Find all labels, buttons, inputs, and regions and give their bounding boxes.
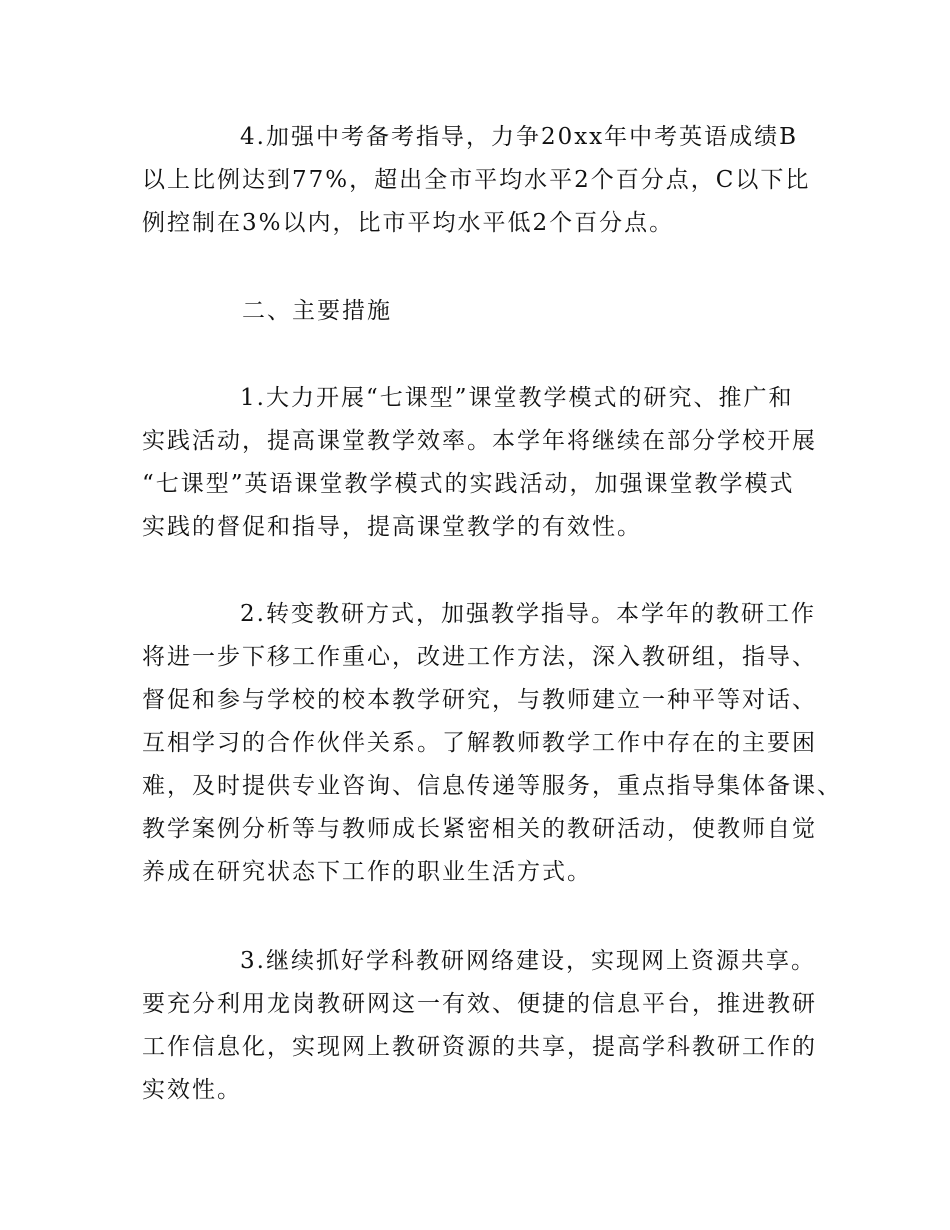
text-line: 例控制在3%以内，比市平均水平低2个百分点。: [142, 210, 675, 236]
text-line: 工作信息化，实现网上教研资源的共享，提高学科教研工作的: [142, 1034, 817, 1060]
text-line: 养成在研究状态下工作的职业生活方式。: [142, 859, 592, 885]
text-line: 实践活动，提高课堂教学效率。本学年将继续在部分学校开展: [142, 428, 817, 454]
text-line: 教学案例分析等与教师成长紧密相关的教研活动，使教师自觉: [142, 816, 817, 842]
text-line: 以上比例达到77%，超出全市平均水平2个百分点，C以下比: [142, 167, 811, 193]
text-line: 2.转变教研方式，加强教学指导。本学年的教研工作: [240, 601, 816, 627]
text-line: 实践的督促和指导，提高课堂教学的有效性。: [142, 514, 642, 540]
text-line: 1.大力开展“七课型”课堂教学模式的研究、推广和: [240, 385, 794, 411]
text-line: 互相学习的合作伙伴关系。了解教师教学工作中存在的主要困: [142, 730, 817, 756]
paragraph-measure-1: [142, 377, 832, 549]
text-line: 将进一步下移工作重心，改进工作方法，深入教研组，指导、: [142, 644, 817, 670]
paragraph-measure-3: [142, 940, 832, 1112]
text-line: 督促和参与学校的校本教学研究，与教师建立一种平等对话、: [142, 687, 817, 713]
heading-text: 二、主要措施: [242, 298, 392, 324]
text-line: “七课型”英语课堂教学模式的实践活动，加强课堂教学模式: [142, 471, 795, 497]
text-line: 实效性。: [142, 1077, 242, 1103]
text-line: 难，及时提供专业咨询、信息传递等服务，重点指导集体备课、: [142, 773, 842, 799]
text-line: 4.加强中考备考指导，力争20xx年中考英语成绩B: [240, 124, 799, 150]
paragraph-goal-4: [142, 116, 832, 245]
section-heading: [142, 290, 832, 333]
text-line: 要充分利用龙岗教研网这一有效、便捷的信息平台，推进教研: [142, 991, 817, 1017]
text-line: 3.继续抓好学科教研网络建设，实现网上资源共享。: [240, 948, 816, 974]
paragraph-measure-2: [142, 593, 842, 894]
